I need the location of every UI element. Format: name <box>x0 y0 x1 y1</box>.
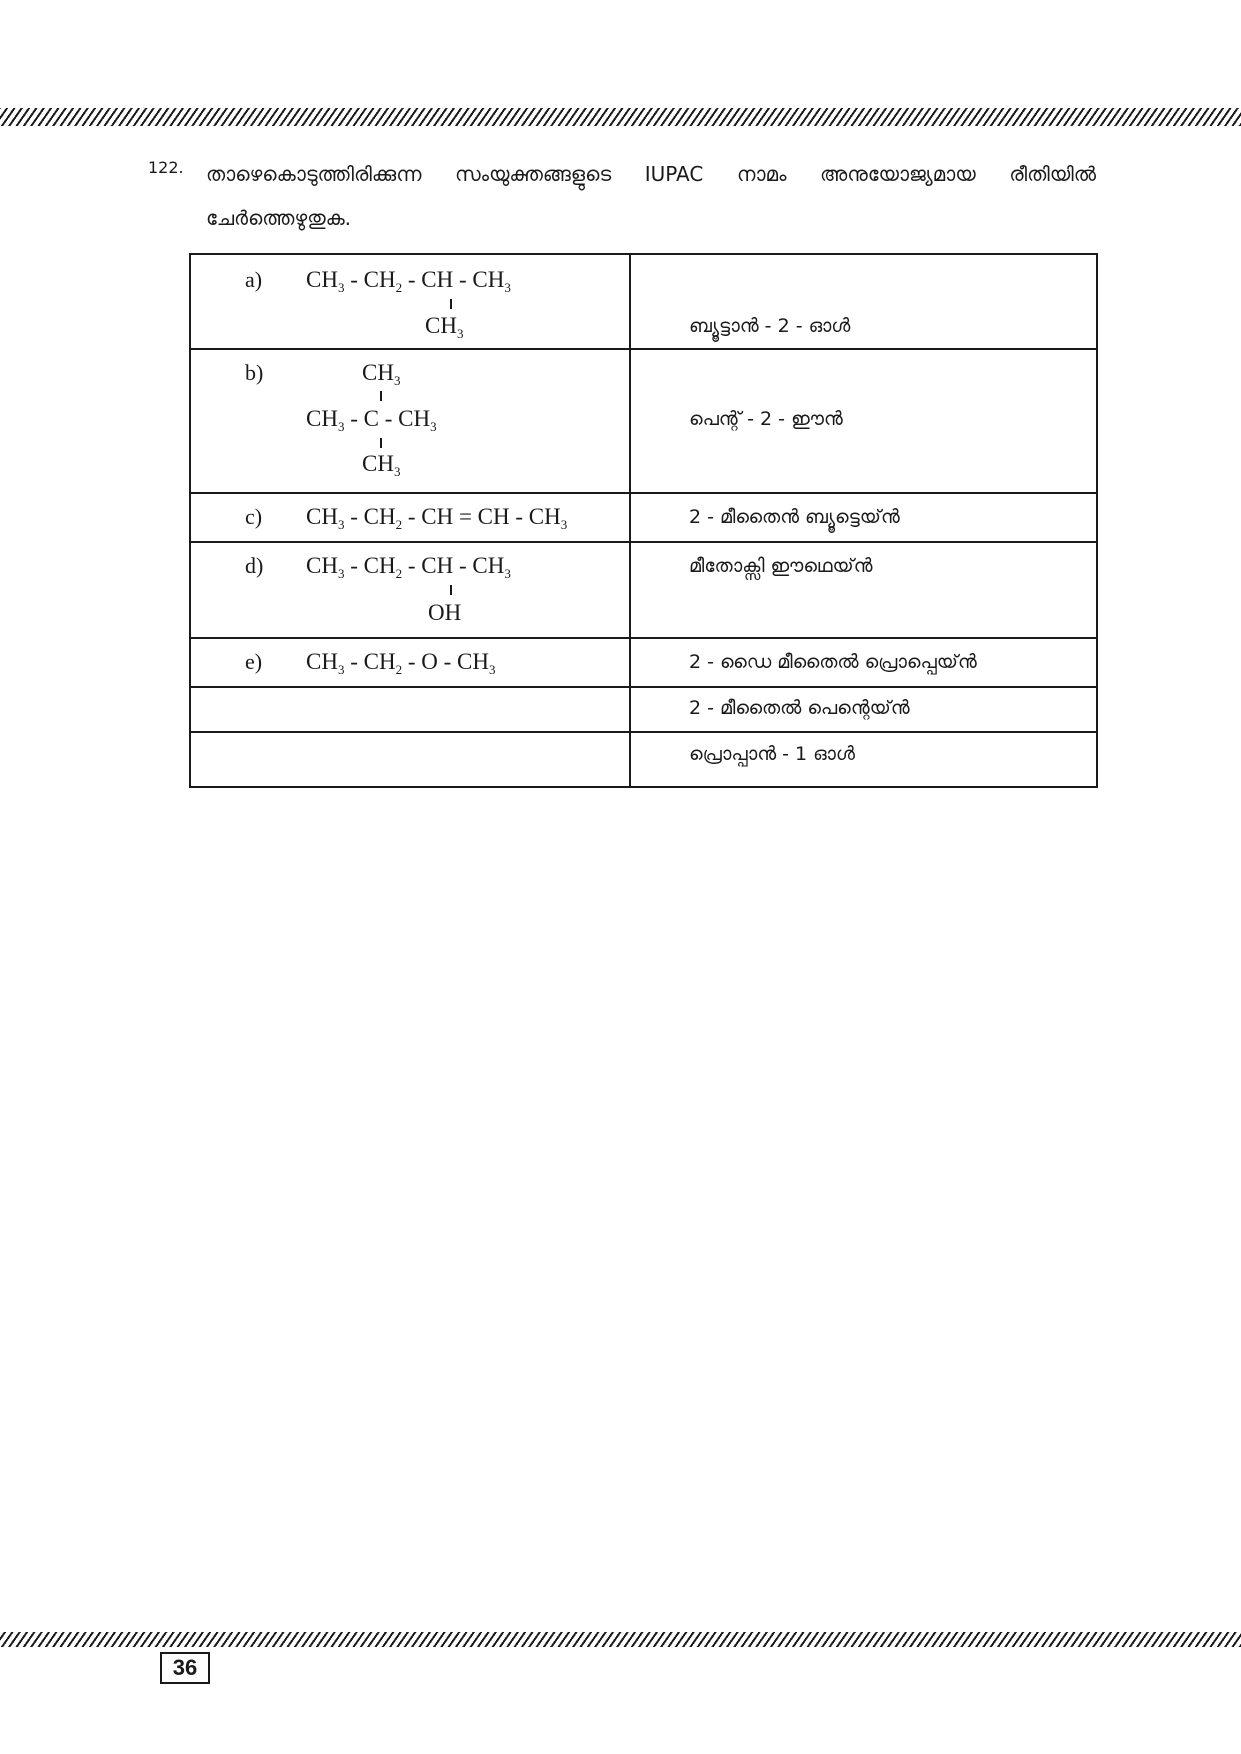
subscript: 3 <box>504 280 511 295</box>
subscript: 2 <box>395 280 403 295</box>
iupac-name: പെന്റ് - 2 - ഈൻ <box>689 408 843 430</box>
formula-line: $CH_3 - CH_2$ - CH = CH - $CH_3$ <box>306 504 568 532</box>
iupac-name: പ്രൊപ്പാൻ - 1 ഓൾ <box>689 743 855 765</box>
compound-label: e) <box>245 649 263 674</box>
question-text: താഴെകൊടുത്തിരിക്കുന്ന സംയുക്തങ്ങളുടെ IUPAC നാമം അനുയോജ്യമായ രീതിയിൽ ചേർത്തെഴുതുക. <box>206 162 1096 230</box>
table-row <box>190 687 1097 732</box>
subscript: 3 <box>488 662 496 677</box>
compound-cell <box>190 254 630 349</box>
subscript: 2 <box>395 566 403 581</box>
iupac-name: മീതോക്സി ഈഥെയ്ൻ <box>689 555 873 577</box>
name-cell <box>630 732 1097 787</box>
table-row <box>190 542 1097 638</box>
compound-cell-empty <box>190 732 630 787</box>
subscript: 3 <box>393 464 401 479</box>
table-row <box>190 254 1097 349</box>
compound-cell <box>190 349 630 493</box>
subscript: 3 <box>337 419 345 434</box>
table-row <box>190 638 1097 687</box>
name-cell <box>630 638 1097 687</box>
formula-line: $CH_3$ <box>425 313 464 341</box>
top-hatch-border <box>0 108 1241 126</box>
compound-label: c) <box>245 504 263 529</box>
compound-cell <box>190 638 630 687</box>
subscript: 3 <box>560 517 568 532</box>
name-cell <box>630 493 1097 542</box>
bond-line <box>380 438 382 448</box>
formula-line: $CH_3 - CH_2$ - O - $CH_3$ <box>306 649 496 677</box>
bond-line <box>450 585 452 595</box>
subscript: 2 <box>395 517 403 532</box>
table-row <box>190 493 1097 542</box>
compound-cell <box>190 542 630 638</box>
subscript: 3 <box>337 662 345 677</box>
compound-label: d) <box>245 553 264 578</box>
compound-cell <box>190 493 630 542</box>
subscript: 3 <box>504 566 511 581</box>
subscript: 3 <box>393 373 401 388</box>
subscript: 3 <box>456 326 464 341</box>
iupac-name: 2 - മീതൈൽ പെന്റെയ്ൻ <box>689 697 910 719</box>
table-row <box>190 349 1097 493</box>
name-cell <box>630 687 1097 732</box>
name-cell <box>630 542 1097 638</box>
subscript: 2 <box>395 662 403 677</box>
name-cell <box>630 349 1097 493</box>
compound-label: a) <box>245 267 263 292</box>
formula-line: $CH_3$ <box>362 360 401 388</box>
bottom-hatch-border <box>0 1632 1241 1647</box>
iupac-name: 2 - മീതൈൻ ബ്യൂട്ടെയ്ൻ <box>689 506 900 528</box>
subscript: 3 <box>430 419 437 434</box>
formula-line: $CH_3$ - C - $CH_3$ <box>306 406 437 434</box>
subscript: 3 <box>337 517 345 532</box>
iupac-name: 2 - ഡൈ മീതൈൽ പ്രൊപ്പെയ്ൻ <box>689 651 977 673</box>
match-table <box>189 253 1098 788</box>
page-number: 36 <box>160 1652 210 1684</box>
bond-line <box>380 391 382 401</box>
subscript: 3 <box>337 566 345 581</box>
compound-label: b) <box>245 360 264 385</box>
formula-line: $CH_3 - CH_2$ - CH - $CH_3$ <box>306 267 511 295</box>
formula-line: $CH_3 - CH_2$ - CH - $CH_3$ <box>306 553 511 581</box>
subscript: 3 <box>337 280 345 295</box>
compound-cell-empty <box>190 687 630 732</box>
formula-line: $CH_3$ <box>362 451 401 479</box>
bond-line <box>450 299 452 309</box>
table-row <box>190 732 1097 787</box>
name-cell <box>630 254 1097 349</box>
formula-line: OH <box>428 600 462 625</box>
iupac-name: ബ്യൂട്ടാൻ - 2 - ഓൾ <box>689 315 851 337</box>
question-number: 122. <box>148 158 184 177</box>
